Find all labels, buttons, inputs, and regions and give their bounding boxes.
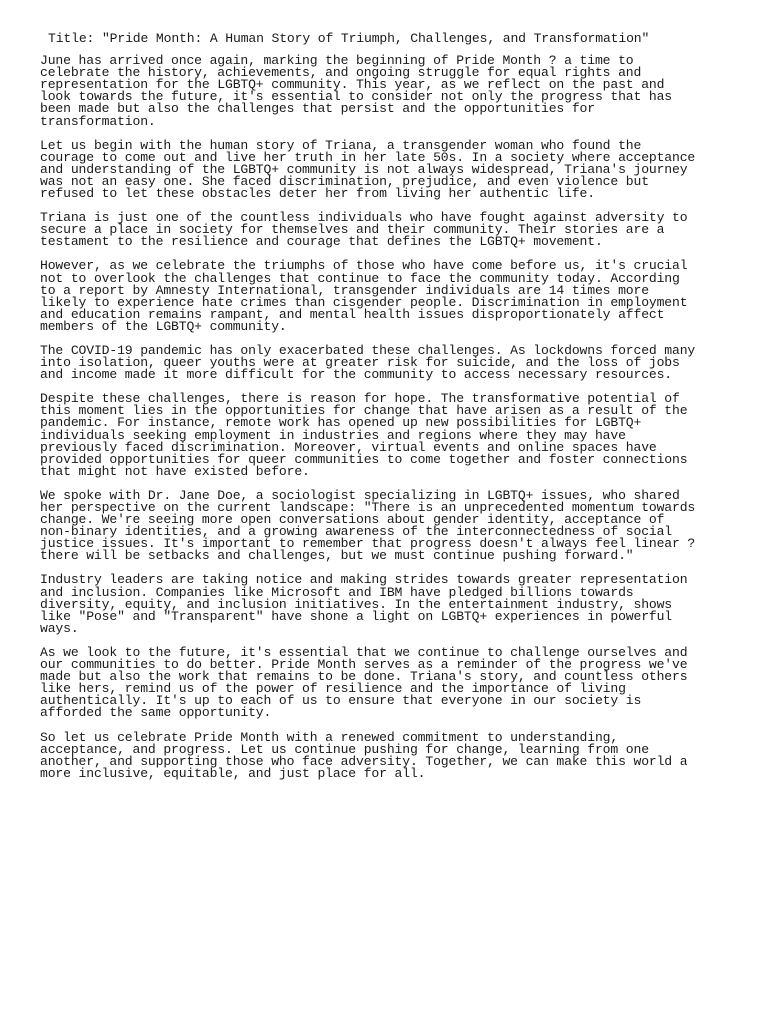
text-line: her perspective on the current landscape: "There is an unprecedented momentum towards (40, 500, 696, 515)
text-line: courage to come out and live her truth in her late 50s. In a society where acceptance (40, 149, 696, 165)
text-line: individuals seeking employment in industries and regions where they may have (40, 427, 626, 443)
paragraph (40, 342, 740, 383)
text-line: change. We're seeing more open conversations about gender identity, acceptance of (40, 512, 665, 528)
paragraph (40, 574, 740, 634)
text-line: ways. (40, 620, 79, 636)
text-line: non-binary identities, and a growing awareness of the interconnectedness of social (40, 524, 673, 540)
text-line: refused to let these obstacles deter her from living her authentic life. (40, 186, 595, 202)
paragraph (40, 260, 740, 333)
text-line: June has arrived once again, marking the beginning of Pride Month ? a time to (40, 53, 634, 69)
paragraph (40, 487, 740, 564)
text-line: pandemic. For instance, remote work has opened up new possibilities for LGBTQ+ (40, 415, 642, 431)
text-line: into isolation, queer youths were at greater risk for suicide, and the loss of jobs (40, 355, 680, 371)
text-line: and inclusion. Companies like Microsoft and IBM have pledged billions towards (40, 584, 634, 600)
text-line: and education remains rampant, and mental health issues disproportionately affect (40, 306, 665, 322)
paragraph (40, 644, 740, 721)
paragraph (40, 55, 740, 128)
text-line: made but also the work that remains to be done. Triana's story, and countless others (40, 669, 688, 685)
text-line: justice issues. It's important to remember that progress doesn't always feel linear ? (40, 536, 696, 552)
text-line: afforded the same opportunity. (40, 705, 272, 721)
paragraph (40, 137, 740, 202)
text-line: like hers, remind us of the power of resilience and the importance of living (40, 681, 626, 697)
paragraph (40, 393, 740, 478)
text-line: and income made it more difficult for the community to access necessary resources. (40, 367, 673, 383)
document-body (40, 55, 740, 780)
text-line: As we look to the future, it's essential that we continue to challenge ourselves and (40, 644, 688, 660)
text-line: and understanding of the LGBTQ+ community is not always widespread, Triana's journey (40, 161, 688, 177)
text-line: to a report by Amnesty International, transgender individuals are 14 times more (40, 282, 649, 298)
text-line: However, as we celebrate the triumphs of those who have come before us, it's crucial (40, 258, 688, 274)
text-line: that might not have existed before. (40, 463, 310, 479)
text-line: like "Pose" and "Transparent" have shone a light on LGBTQ+ experiences in powerful (40, 608, 673, 624)
text-line: another, and supporting those who face adversity. Together, we can make this world a (40, 753, 688, 769)
text-line: not to overlook the challenges that continue to face the community today. According (40, 270, 680, 286)
text-line: previously faced discrimination. Moreover, virtual events and online spaces have (40, 439, 657, 455)
text-line: Industry leaders are taking notice and making strides towards greater representation (40, 572, 688, 588)
text-line: Triana is just one of the countless individuals who have fought against adversity to (40, 210, 688, 226)
text-line: more inclusive, equitable, and just place for all. (40, 765, 426, 781)
paragraph (40, 212, 740, 248)
text-line: acceptance, and progress. Let us continue pushing for change, learning from one (40, 741, 649, 757)
text-line: this moment lies in the opportunities for change that have arisen as a result of the (40, 403, 688, 419)
document-page (40, 33, 740, 792)
text-line: authentically. It's up to each of us to ensure that everyone in our society is (40, 693, 642, 709)
text-line: celebrate the history, achievements, and ongoing struggle for equal rights and (40, 65, 642, 81)
text-line: We spoke with Dr. Jane Doe, a sociologist specializing in LGBTQ+ issues, who shared (40, 487, 680, 503)
text-line: been made but also the challenges that persist and the opportunities for (40, 101, 595, 117)
text-line: transformation. (40, 113, 156, 129)
paragraph (40, 729, 740, 781)
text-line: The COVID-19 pandemic has only exacerbated these challenges. As lockdowns forced many (40, 342, 696, 358)
text-line: our communities to do better. Pride Month serves as a reminder of the progress we've (40, 657, 688, 673)
text-line: there will be setbacks and challenges, but we must continue pushing forward." (40, 548, 634, 564)
document-title: Title: "Pride Month: A Human Story of Triumph, Challenges, and Transformation" (48, 31, 650, 46)
text-line: testament to the resilience and courage that defines the LGBTQ+ movement. (40, 234, 603, 250)
text-line: members of the LGBTQ+ community. (40, 318, 287, 334)
text-line: Let us begin with the human story of Triana, a transgender woman who found the (40, 137, 642, 153)
text-line: So let us celebrate Pride Month with a renewed commitment to understanding, (40, 729, 619, 745)
text-line: was not an easy one. She faced discrimination, prejudice, and even violence but (40, 173, 649, 189)
text-line: diversity, equity, and inclusion initiatives. In the entertainment industry, shows (40, 596, 673, 612)
text-line: look towards the future, it's essential to consider not only the progress that has (40, 89, 673, 105)
text-line: Despite these challenges, there is reason for hope. The transformative potential of (40, 391, 680, 407)
text-line: provided opportunities for queer communities to come together and foster connections (40, 451, 688, 467)
text-line: secure a place in society for themselves and their community. Their stories are a (40, 222, 665, 238)
text-line: representation for the LGBTQ+ community. This year, as we reflect on the past and (40, 77, 665, 93)
text-line: likely to experience hate crimes than cisgender people. Discrimination in employment (40, 294, 688, 310)
